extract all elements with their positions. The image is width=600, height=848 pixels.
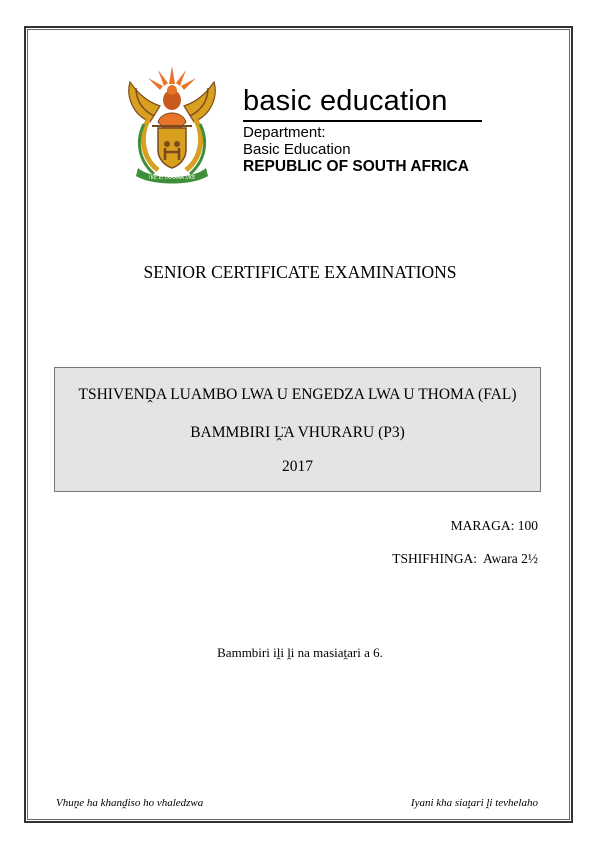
department-label: Department: [243,124,326,141]
svg-text:!KE E: /XARRA //KE: !KE E: /XARRA //KE [148,175,196,181]
exam-title: SENIOR CERTIFICATE EXAMINATIONS [143,262,457,282]
paper-number: BAMMBIRI Ḽ̈A VHURARU (P3) [190,424,405,441]
page-count-note: Bammbiri iḽi ḽi na masiaṱari a 6. [217,645,383,660]
exam-year: 2017 [282,458,313,475]
time-label: TSHIFHINGA: Awara 2½ [392,551,538,566]
footer-next-page: Iyani kha siaṱari ḽi tevhelaho [410,797,538,809]
marks-label: MARAGA: 100 [450,518,538,533]
department-name: Basic Education [243,141,351,158]
footer-copyright: Vhuṋe ha khanḓiso ho vhaledzwa [56,797,204,809]
brand-title: basic education [243,85,448,117]
subject-title-box [54,367,541,492]
country-name: REPUBLIC OF SOUTH AFRICA [243,158,469,175]
coat-of-arms-logo [122,62,222,184]
subject-name: TSHIVENḒA LUAMBO LWA U ENGEDZA LWA U THOMA (FAL) [78,386,517,403]
brand-underline [243,120,482,122]
